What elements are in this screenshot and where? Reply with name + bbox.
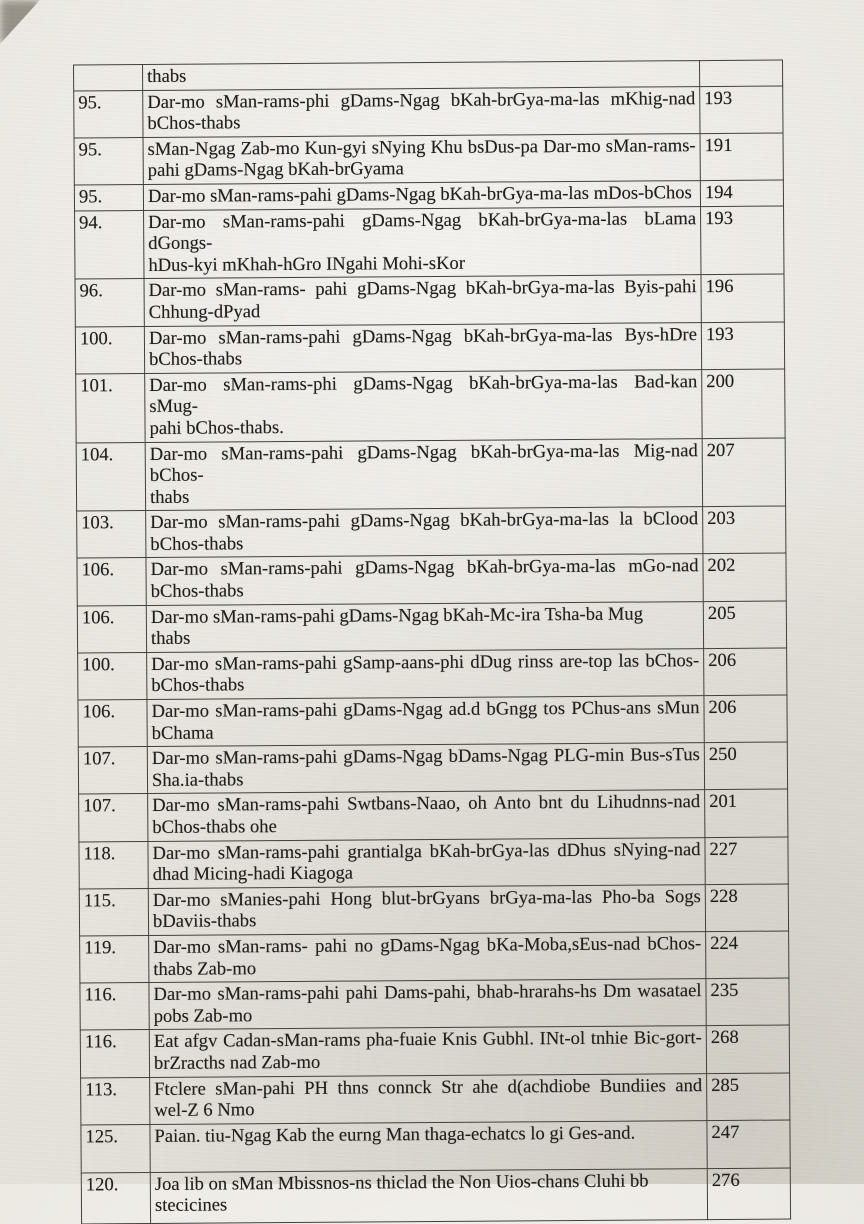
page-number-cell: 206 [704, 648, 787, 696]
title-line: wel-Z 6 Nmo [154, 1099, 255, 1122]
page-number-cell: 194 [700, 180, 783, 206]
title-line: Dar-mo sMan-rams-pahi pahi Dams-pahi, bhab-hrarahs-hs Dm wasatael [153, 980, 702, 1006]
title-cell [143, 86, 700, 137]
title-line: Eat afgv Cadan-sMan-rams pha-fuaie Knis Gubhl. INt-ol tnhie Bic-gort- [153, 1027, 702, 1053]
table-row [75, 274, 784, 326]
title-line: bChos-thabs [150, 533, 244, 555]
title-cell [147, 696, 704, 747]
title-line: thabs [147, 65, 187, 87]
title-line: dhad Micing-hadi Kiagoga [152, 862, 354, 886]
title-line: pahi gDams-Ngag bKah-brGyama [147, 158, 404, 182]
row-number-cell: 116. [80, 1030, 149, 1078]
page-corner-shadow [0, 0, 40, 44]
title-cell [147, 743, 704, 794]
title-line: Ftclere sMan-pahi PH thns connck Str ahe d(achdiobe Bundiies and [154, 1074, 703, 1100]
page-number-cell: 193 [700, 86, 783, 134]
page-number-cell: 250 [704, 742, 787, 790]
page-number-cell: 203 [703, 506, 786, 554]
title-line: brZracths nad Zab-mo [153, 1051, 321, 1074]
table-row [78, 695, 787, 747]
page-number-cell: 224 [706, 931, 789, 979]
title-line: Sha.ia-thabs [151, 769, 244, 791]
title-line: Dar-mo sMan-rams-pahi gDams-Ngag bKah-brGya-ma-las Bys-hDre [148, 323, 697, 349]
table-row [76, 369, 785, 443]
title-cell [149, 1026, 706, 1077]
row-number-cell: 115. [79, 888, 148, 936]
title-cell [144, 206, 701, 279]
title-line: pahi bChos-thabs. [149, 416, 284, 439]
title-line: Dar-mo sMan-rams-pahi gSamp-aans-phi dDug rinss are-top las bChos- [151, 649, 700, 675]
page-number-cell: 196 [701, 274, 784, 322]
title-line: bChos-thabs [147, 112, 241, 135]
title-line: Paian. tiu-Ngag Kab the eurng Man thaga-echatcs lo gi Ges-and. [154, 1122, 636, 1147]
row-number-cell: 113. [81, 1077, 150, 1125]
title-line: Dar-mo sMan-rams-pahi gDams-Ngag bKah-brGya-ma-las mGo-nad [150, 555, 699, 581]
title-line: Dar-mo sMan-rams-pahi gDams-Ngag bKah-Mc-ira Tsha-ba Mug [150, 603, 644, 628]
title-cell [145, 438, 702, 511]
title-line: bChos-thabs ohe [152, 816, 277, 838]
table-row [81, 1120, 790, 1173]
title-line: stecicines [154, 1194, 228, 1217]
title-cell [144, 322, 701, 373]
title-line: bChos-thabs [148, 348, 243, 371]
title-line: bChos-thabs [150, 580, 244, 603]
row-number-cell: 103. [77, 511, 146, 559]
title-line: Dar-mo sMan-rams-pahi gDams-Ngag bDams-Ngag PLG-min Bus-sTus [151, 744, 700, 770]
page-number-cell: 193 [701, 322, 784, 370]
table-row [74, 86, 783, 138]
page-number-cell: 191 [700, 133, 783, 181]
title-line: thabs [149, 486, 190, 508]
title-cell [143, 61, 700, 90]
title-cell [149, 979, 706, 1030]
table-row [77, 553, 786, 605]
page-number-cell: 206 [704, 695, 787, 743]
row-number-cell: 107. [79, 794, 148, 842]
title-line: bChos-thabs [151, 674, 245, 697]
table-row [80, 1025, 789, 1077]
title-line: Dar-mo sMan-rams- pahi no gDams-Ngag bKa-Moba,sEus-nad bChos- [153, 933, 702, 958]
title-line: bDaviis-thabs [152, 910, 257, 933]
title-line: Dar-mo sMan-rams-pahi gDams-Ngag bKah-brGya-ma-las mDos-bChos [147, 182, 692, 207]
page-number-cell: 228 [705, 884, 788, 932]
row-number-cell: 95. [74, 137, 143, 185]
page-number-cell: 285 [707, 1073, 790, 1121]
contents-table [73, 60, 791, 1224]
page-number-cell: 227 [705, 837, 788, 885]
table-row [77, 601, 786, 653]
row-number-cell: 107. [78, 747, 147, 795]
table-row [80, 978, 789, 1030]
title-line: Joa lib on sMan Mbissnos-ns thiclad the Non Uios-chans Cluhi bb [154, 1170, 649, 1195]
page-number-cell: 207 [702, 438, 785, 507]
title-line: Dar-mo sMan-rams- pahi gDams-Ngag bKah-brGya-ma-las Byis-pahi [148, 276, 697, 302]
table-row [77, 506, 786, 558]
title-cell [146, 507, 703, 558]
title-cell [148, 837, 705, 888]
page-number-cell: 202 [703, 553, 786, 601]
title-cell [150, 1168, 707, 1223]
title-line: hDus-kyi mKhah-hGro INgahi Mohi-sKor [148, 252, 466, 276]
table-row [74, 133, 783, 185]
title-line: Dar-mo sMan-rams-pahi gDams-Ngag bKah-brGya-ma-las la bClood [150, 508, 699, 534]
page-number-cell: 201 [705, 789, 788, 837]
title-line: Dar-mo sManies-pahi Hong blut-brGyans brGya-ma-las Pho-ba Sogs [152, 885, 701, 911]
title-line: pobs Zab-mo [153, 1005, 253, 1027]
row-number-cell: 100. [78, 652, 147, 700]
page-number-cell: 276 [707, 1168, 790, 1220]
table-row [78, 648, 787, 700]
page-number-cell: 200 [702, 369, 785, 438]
row-number-cell: 119. [80, 935, 149, 983]
title-cell [147, 648, 704, 699]
title-line: Dar-mo sMan-rams-phi gDams-Ngag bKah-brGya-ma-las mKhig-nad [147, 87, 696, 113]
title-line: Chhung-dPyad [148, 301, 261, 323]
title-cell [143, 133, 700, 184]
row-number-cell [74, 64, 143, 90]
table-row [76, 438, 785, 512]
table-row [81, 1168, 790, 1224]
table-row [80, 931, 789, 983]
title-line: Dar-mo sMan-rams-pahi gDams-Ngag bKah-brGya-ma-las Mig-nad bChos- [149, 439, 698, 487]
page-number-cell: 205 [703, 601, 786, 649]
title-cell [150, 1120, 707, 1172]
title-cell [150, 1073, 707, 1124]
row-number-cell: 95. [74, 184, 143, 210]
title-line: Dar-mo sMan-rams-pahi grantialga bKah-brGya-las dDhus sNying-nad [152, 838, 701, 864]
row-number-cell: 94. [75, 210, 144, 279]
title-line: thabs [150, 627, 191, 650]
title-cell [148, 884, 705, 935]
title-line: Dar-mo sMan-rams-phi gDams-Ngag bKah-brGya-ma-las Bad-kan sMug- [149, 370, 698, 418]
row-number-cell: 106. [77, 605, 146, 653]
title-cell [143, 181, 700, 210]
title-line: Dar-mo sMan-rams-pahi Swtbans-Naao, oh Anto bnt du Lihudnns-nad [152, 791, 701, 817]
table-row [79, 884, 788, 936]
title-line: sMan-Ngag Zab-mo Kun-gyi sNying Khu bsDus-pa Dar-mo sMan-rams- [147, 134, 696, 160]
title-line: bChama [151, 722, 214, 744]
row-number-cell: 101. [76, 373, 145, 442]
row-number-cell: 100. [75, 326, 144, 374]
page-number-cell: 268 [706, 1025, 789, 1073]
title-line: thabs Zab-mo [153, 957, 257, 980]
row-number-cell: 96. [75, 279, 144, 327]
scanned-page [73, 60, 791, 1224]
row-number-cell: 106. [77, 558, 146, 606]
table-row [81, 1073, 790, 1125]
page-number-cell: 235 [706, 978, 789, 1026]
row-number-cell: 106. [78, 700, 147, 748]
title-cell [148, 790, 705, 841]
title-cell [144, 275, 701, 326]
page-number-cell [699, 60, 782, 86]
row-number-cell: 95. [74, 90, 143, 138]
row-number-cell: 116. [80, 983, 149, 1031]
table-row [75, 322, 784, 374]
title-cell [146, 554, 703, 605]
page-number-cell: 247 [707, 1120, 790, 1169]
table-row [79, 789, 788, 841]
row-number-cell: 104. [76, 442, 145, 511]
row-number-cell: 118. [79, 841, 148, 889]
page-number-cell: 193 [701, 206, 784, 275]
row-number-cell: 125. [81, 1124, 150, 1172]
row-number-cell: 120. [81, 1172, 150, 1224]
title-line: Dar-mo sMan-rams-pahi gDams-Ngag ad.d bGngg tos PChus-ans sMun [151, 697, 700, 722]
title-cell [145, 369, 702, 442]
table-row [78, 742, 787, 794]
title-line: Dar-mo sMan-rams-pahi gDams-Ngag bKah-brGya-ma-las bLama dGongs- [148, 207, 697, 255]
table-row [75, 206, 784, 280]
title-cell [149, 932, 706, 983]
table-row [79, 837, 788, 889]
title-cell [146, 601, 703, 652]
contents-table-body [74, 60, 791, 1224]
